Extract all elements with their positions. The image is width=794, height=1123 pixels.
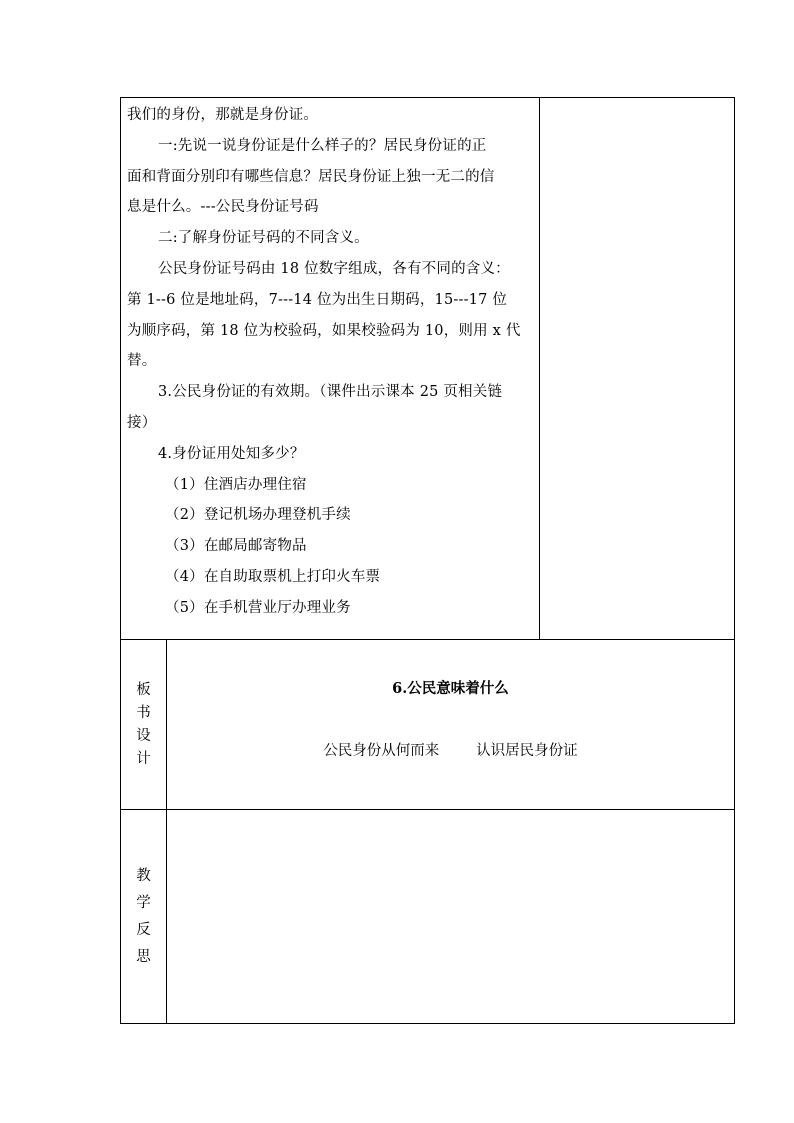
lesson-plan-table [120,97,735,1024]
list-item: （4）在自助取票机上打印火车票 [165,568,381,585]
board-title: 6.公民意味着什么 [392,680,509,697]
board-content: 公民身份从何而来 认识居民身份证 [323,743,578,759]
reflection-cell [167,810,734,1023]
list-item: （2）登记机场办理登机手续 [165,507,351,524]
content-line: 公民身份证号码由 18 位数字组成，各有不同的含义： [158,260,510,277]
content-line: 第 1--6 位是地址码，7---14 位为出生日期码，15---17 位 [127,291,508,308]
board-design-label: 板 书 设 计 [136,681,151,767]
list-item: （3）在邮局邮寄物品 [165,538,307,555]
content-line: 接） [127,414,157,431]
board-design-cell [167,640,734,809]
content-line: 一:先说一说身份证是什么样子的？居民身份证的正 [158,137,487,154]
reflection-label: 教 学 反 思 [136,867,151,965]
lesson-content-cell [121,98,540,639]
list-item: （1）住酒店办理住宿 [165,476,307,493]
content-line: 息是什么。---公民身份证号码 [127,199,319,216]
content-line: 二:了解身份证号码的不同含义。 [158,230,369,247]
content-line: 替。 [127,353,157,370]
content-line: 面和背面分别印有哪些信息？居民身份证上独一无二的信 [127,168,495,185]
content-line: 3.公民身份证的有效期。（课件出示课本 25 页相关链 [158,384,503,401]
content-line: 我们的身份，那就是身份证。 [127,107,319,123]
content-line: 4.身份证用处知多少？ [158,445,305,462]
column-divider [539,98,540,640]
content-line: 为顺序码，第 18 位为校验码，如果校验码为 10，则用 x 代 [127,322,521,339]
list-item: （5）在手机营业厅办理业务 [165,599,351,616]
notes-cell [541,98,734,639]
